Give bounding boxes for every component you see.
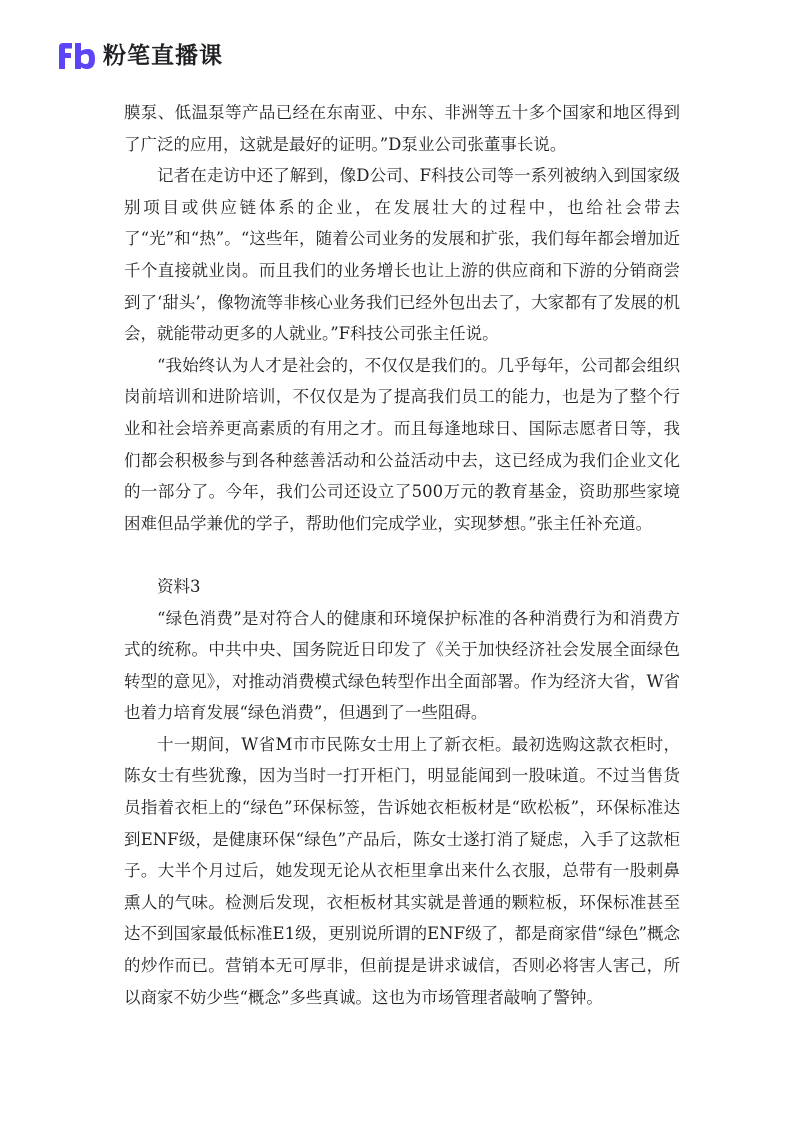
paragraph: 十一期间，W省M市市民陈女士用上了新衣柜。最初选购这款衣柜时，陈女士有些犹豫，因为当时一打开柜门，明显能闻到一股味道。不过当售货员指着衣柜上的“绿色”环保标签，告诉她衣柜板材是“欧松板”，环保标准达到ENF级，是健康环保“绿色”产品后，陈女士遂打消了疑虑，入手了这款柜子。大半个月过后，她发现无论从衣柜里拿出来什么衣服，总带有一股刺鼻熏人的气味。检测后发现，衣柜板材其实就是普通的颗粒板，环保标准甚至达不到国家最低标准E1级，更别说所谓的ENF级了，都是商家借“绿色”概念的炒作而已。营销本无可厚非，但前提是讲求诚信，否则必将害人害己，所以商家不妨少些“概念”多些真诚。这也为市场管理者敲响了警钟。: [124, 734, 680, 1007]
paragraph-continued: 膜泵、低温泵等产品已经在东南亚、中东、非洲等五十多个国家和地区得到了广泛的应用，这就是最好的证明。”D泵业公司张董事长说。: [124, 103, 680, 154]
paragraph: “我始终认为人才是社会的，不仅仅是我们的。几乎每年，公司都会组织岗前培训和进阶培训，不仅仅是为了提高我们员工的能力，也是为了整个行业和社会培养更高素质的有用之才。而且每逢地球日、国际志愿者日等，我们都会积极参与到各种慈善活动和公益活动中去，这已经成为我们企业文化的一部分了。今年，我们公司还设立了500万元的教育基金，资助那些家境困难但品学兼优的学子，帮助他们完成学业，实现梦想。”张主任补充道。: [124, 355, 680, 533]
document-body: [124, 97, 680, 1013]
paragraph: 记者在走访中还了解到，像D公司、F科技公司等一系列被纳入到国家级别项目或供应链体系的企业，在发展壮大的过程中，也给社会带去了“光”和“热”。“这些年，随着公司业务的发展和扩张，我们每年都会增加近千个直接就业岗。而且我们的业务增长也让上游的供应商和下游的分销商尝到了‘甜头’，像物流等非核心业务我们已经外包出去了，大家都有了发展的机会，就能带动更多的人就业。”F科技公司张主任说。: [124, 166, 680, 344]
fenbi-fb-logo-icon: [57, 41, 97, 71]
brand-header: [57, 40, 223, 72]
section-title: 资料3: [157, 576, 201, 596]
paragraph: “绿色消费”是对符合人的健康和环境保护标准的各种消费行为和消费方式的统称。中共中央、国务院近日印发了《关于加快经济社会发展全面绿色转型的意见》，对推动消费模式绿色转型作出全面部署。作为经济大省，W省也着力培育发展“绿色消费”，但遇到了一些阻碍。: [124, 608, 680, 723]
brand-name: 粉笔直播课: [103, 43, 223, 69]
paragraph-spacer: [124, 539, 680, 571]
